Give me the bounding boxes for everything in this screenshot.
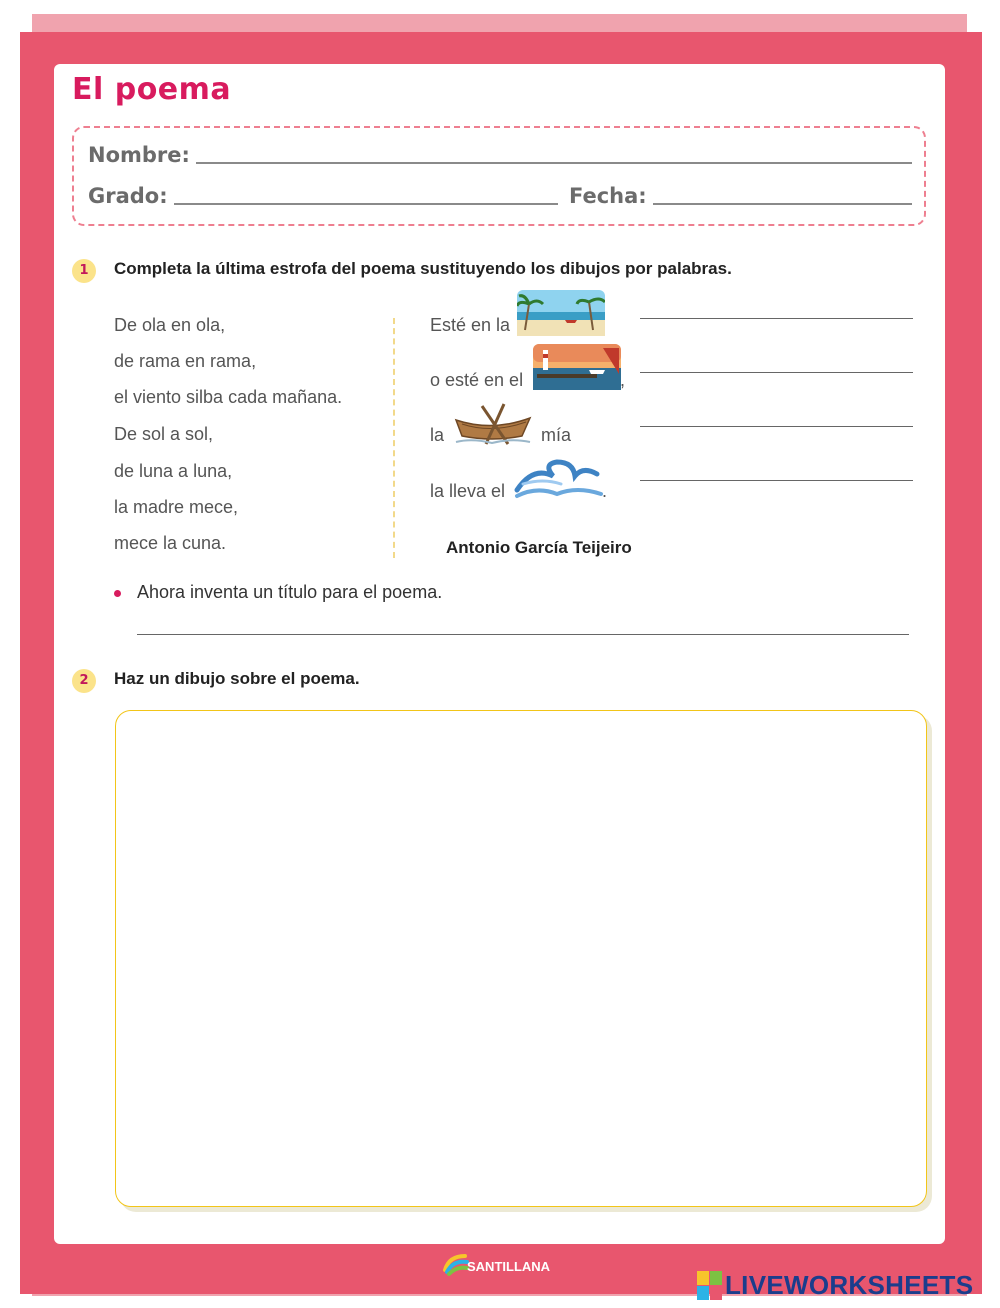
beach-picture-icon — [517, 290, 605, 336]
bullet-icon — [114, 590, 121, 597]
stanza-line-2-after: , — [620, 370, 626, 390]
stanza-answer-line-4[interactable] — [640, 480, 913, 481]
activity-1-instruction: Completa la última estrofa del poema sustituyendo los dibujos por palabras. — [114, 259, 732, 278]
activity-1-badge: 1 — [72, 259, 96, 283]
poem-line: de rama en rama, — [114, 351, 257, 371]
liveworksheets-logo-icon — [697, 1271, 723, 1301]
title-answer-line[interactable] — [137, 634, 909, 635]
stanza-answer-line-1[interactable] — [640, 318, 913, 319]
drawing-area[interactable] — [115, 710, 927, 1207]
poem-line: De ola en ola, — [114, 315, 226, 335]
poem-line: de luna a luna, — [114, 461, 233, 481]
stanza-answer-line-3[interactable] — [640, 426, 913, 427]
liveworksheets-brand: LIVEWORKSHEETS — [725, 1270, 974, 1300]
fecha-label: Fecha: — [569, 184, 647, 208]
title-instruction: Ahora inventa un título para el poema. — [137, 582, 443, 602]
poem-line: De sol a sol, — [114, 424, 214, 444]
stanza-line-2-before: o esté en el — [430, 370, 524, 390]
nombre-input-line[interactable] — [196, 162, 912, 164]
harbor-picture-icon — [533, 344, 621, 390]
boat-picture-icon — [452, 400, 534, 446]
poem-author: Antonio García Teijeiro — [446, 538, 632, 557]
santillana-logo-icon — [443, 1252, 469, 1278]
stanza-line-4-after: . — [602, 481, 608, 501]
page-title: El poema — [72, 72, 232, 107]
fecha-input-line[interactable] — [653, 203, 912, 205]
stanza-line-4-before: la lleva el — [430, 481, 506, 501]
sea-wave-picture-icon — [513, 456, 608, 502]
activity-2-instruction: Haz un dibujo sobre el poema. — [114, 669, 360, 688]
stanza-line-1-before: Esté en la — [430, 315, 511, 335]
nombre-label: Nombre: — [88, 143, 190, 167]
stanza-line-3-before: la — [430, 425, 445, 445]
grado-label: Grado: — [88, 184, 168, 208]
student-info-box — [72, 126, 926, 226]
poem-divider — [393, 318, 395, 558]
activity-2-badge: 2 — [72, 669, 96, 693]
poem-line: el viento silba cada mañana. — [114, 387, 343, 407]
poem-line: la madre mece, — [114, 497, 239, 517]
stanza-line-3-after: mía — [541, 425, 572, 445]
poem-line: mece la cuna. — [114, 533, 227, 553]
grado-input-line[interactable] — [174, 203, 558, 205]
stanza-answer-line-2[interactable] — [640, 372, 913, 373]
publisher-name: SANTILLANA — [467, 1259, 551, 1274]
